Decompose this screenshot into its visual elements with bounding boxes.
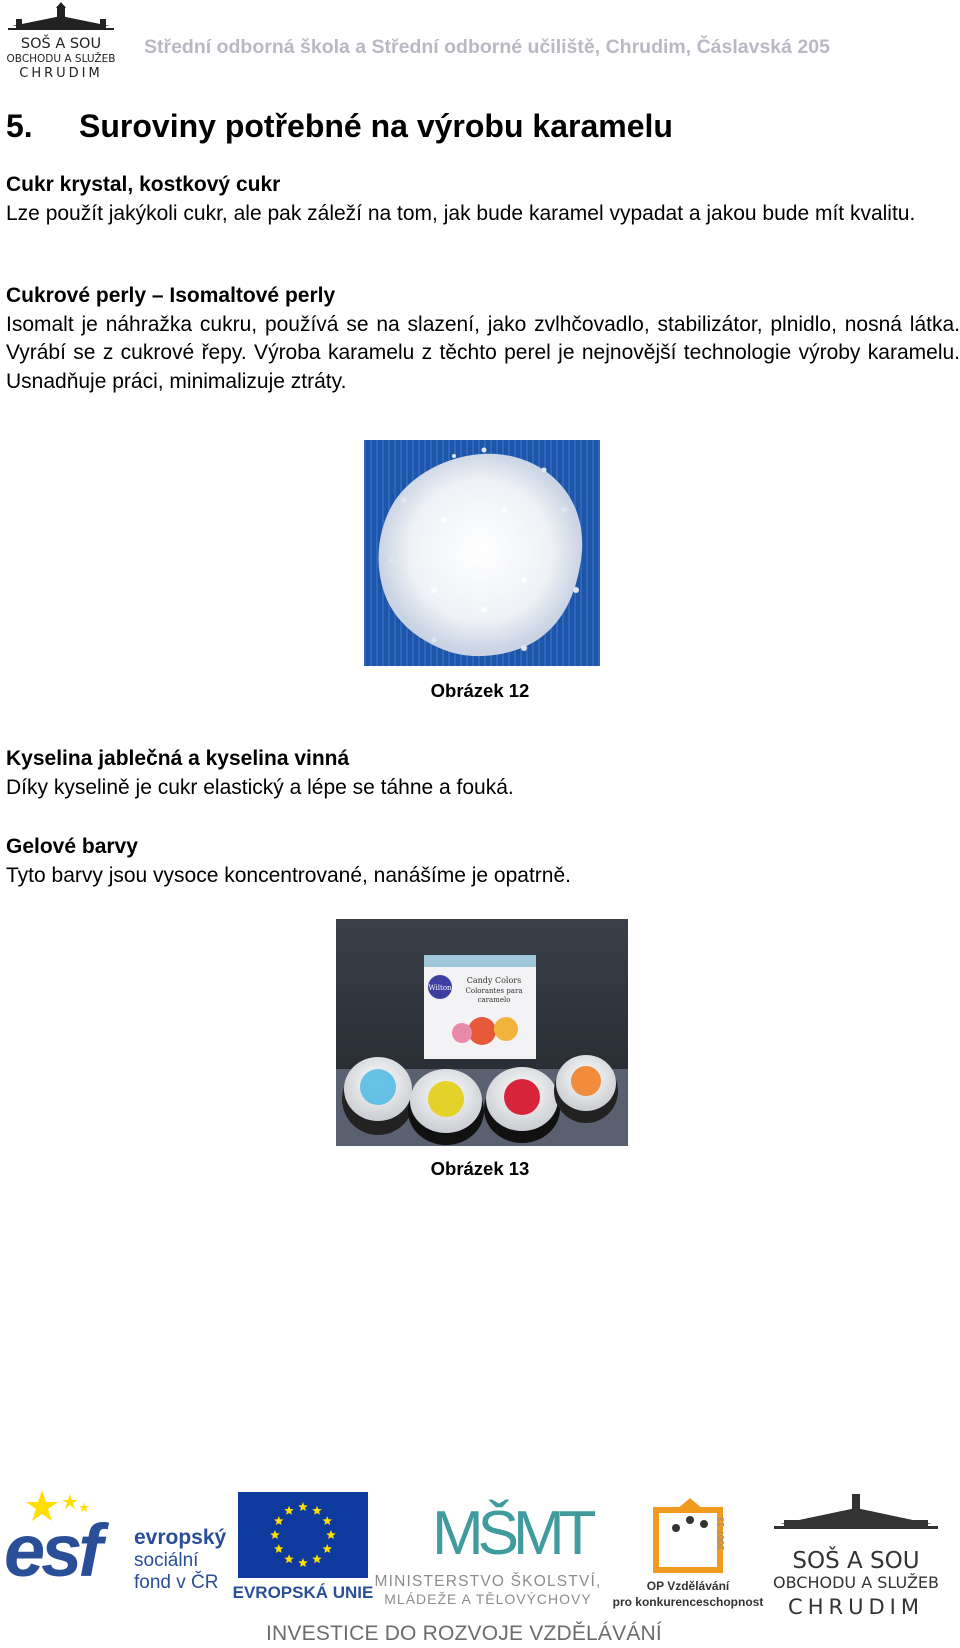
section-text: Díky kyselině je cukr elastický a lépe se táhne a fouká. [6,775,514,799]
school-footer-line-2: OBCHODU A SLUŽEB [773,1573,939,1592]
section-isomalt [6,282,960,396]
section-heading: Gelové barvy [6,835,138,858]
gel-colors-photo [336,919,628,1146]
school-logo [2,2,120,80]
box-text-line-3: caramelo [477,996,511,1004]
section-text: Lze použít jakýkoli cukr, ale pak záleží na tom, jak bude karamel vypadat a jakou bude mít kvalitu. [6,201,916,225]
section-sugar [6,171,960,228]
esf-line-2: sociální [134,1550,199,1571]
star-icon [62,1494,78,1509]
msmt-line-2: MLÁDEŽE A TĚLOVÝCHOVY [384,1591,592,1607]
school-name: Střední odborná škola a Střední odborné učiliště, Chrudim, Čáslavská 205 [144,36,830,58]
wilton-brand: Wilton [428,984,452,992]
esf-line-3: fond v ČR [134,1572,219,1593]
footer-slogan: INVESTICE DO ROZVOJE VZDĚLÁVÁNÍ [266,1622,662,1645]
section-acids [6,745,960,802]
msmt-line-1: MINISTERSTVO ŠKOLSTVÍ, [374,1573,602,1590]
figure-caption: Obrázek 13 [430,1158,530,1179]
esf-logo [4,1490,227,1593]
msmt-logo [374,1499,601,1607]
op-vzdelavani-logo [613,1498,764,1609]
section-text: Tyto barvy jsou vysoce koncentrované, nanášíme je opatrně. [6,863,571,887]
castle-icon [8,2,114,30]
isomalt-pearls-photo [364,440,600,666]
logo-line-3: CHRUDIM [19,66,103,80]
esf-line-1: evropský [134,1526,227,1549]
box-text-line-1: Candy Colors [466,976,522,985]
school-footer-line-3: CHRUDIM [788,1595,924,1619]
section-heading: Cukr krystal, kostkový cukr [6,173,281,196]
chapter-title [6,108,673,145]
section-heading: Kyselina jablečná a kyselina vinná [6,747,350,770]
section-gel-colors [6,833,960,890]
op-years: 2007-13 [716,1516,726,1550]
op-line-1: OP Vzdělávání [646,1579,730,1593]
logo-line-1: SOŠ A SOU [20,36,102,52]
figure-caption: Obrázek 12 [430,680,530,701]
box-text-line-2: Colorantes para [465,987,523,995]
chapter-number: 5. [6,108,33,144]
school-footer-line-1: SOŠ A SOU [792,1548,920,1574]
logo-line-2: OBCHODU A SLUŽEB [6,53,116,65]
section-text: Isomalt je náhražka cukru, používá se na slazení, jako zvlhčovadlo, stabilizátor, plnidlo, nosná látka. Vyrábí se z cukrové řepy. Výroba karamelu z těchto perel je nejnovější technologie výroby karamelu. Usnadňuje práci, minimalizuje ztráty. [6,312,960,393]
section-heading: Cukrové perly – Isomaltové perly [6,284,336,307]
school-footer-logo [773,1494,939,1619]
svg-text:esf: esf [4,1509,99,1592]
op-line-2: pro konkurenceschopnost [612,1595,764,1609]
eu-label: EVROPSKÁ UNIE [232,1583,374,1602]
svg-text:MŠMT: MŠMT [432,1499,591,1568]
chapter-title-text: Suroviny potřebné na výrobu karamelu [79,108,673,144]
eu-flag-logo [233,1492,374,1602]
